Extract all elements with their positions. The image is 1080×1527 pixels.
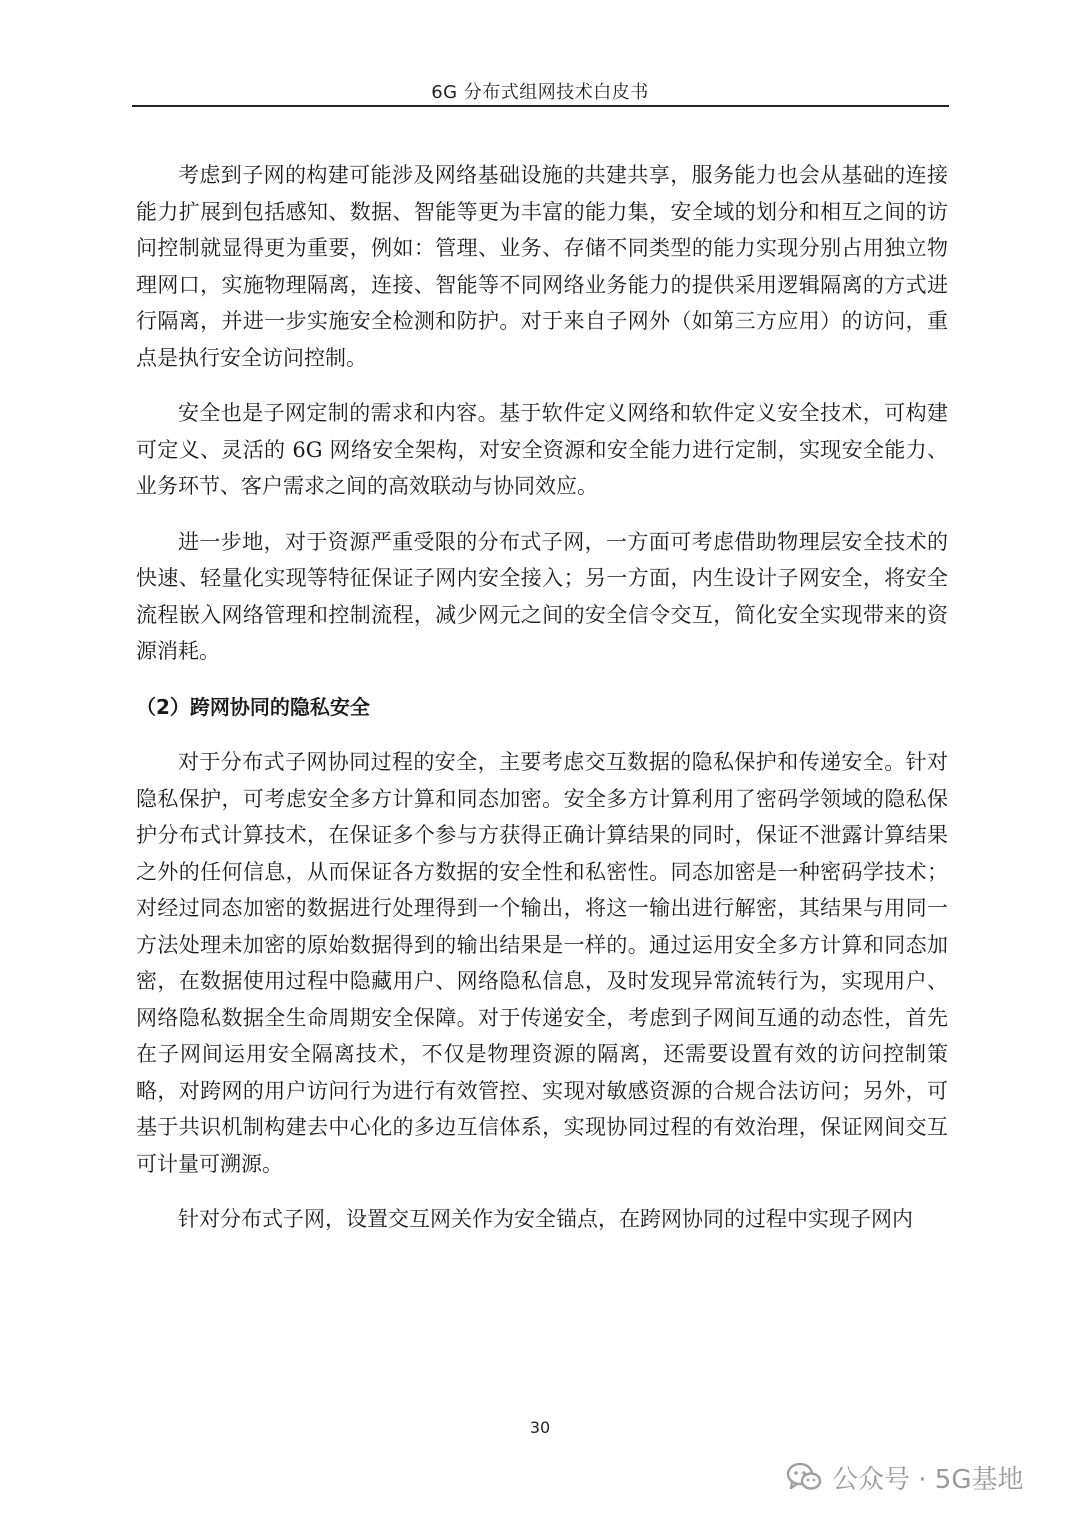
page-number: 30 (529, 1418, 551, 1437)
paragraph-cross-network-privacy: 对于分布式子网协同过程的安全，主要考虑交互数据的隐私保护和传递安全。针对隐私保护，可考虑安全多方计算和同态加密。安全多方计算利用了密码学领域的隐私保护分布式计算技术，在保证多个参与方获得正确计算结果的同时，保证不泄露计算结果之外的任何信息，从而保证各方数据的安全性和私密性。同态加密是一种密码学技术；对经过同态加密的数据进行处理得到一个输出，将这一输出进行解密，其结果与用同一方法处理未加密的原始数据得到的输出结果是一样的。通过运用安全多方计算和同态加密，在数据使用过程中隐藏用户、网络隐私信息，及时发现异常流转行为，实现用户、网络隐私数据全生命周期安全保障。对于传递安全，考虑到子网间互通的动态性，首先在子网间运用安全隔离技术，不仅是物理资源的隔离，还需要设置有效的访问控制策略，对跨网的用户访问行为进行有效管控、实现对敏感资源的合规合法访问；另外，可基于共识机制构建去中心化的多边互信体系，实现协同过程的有效治理，保证网间交互可计量可溯源。 (136, 750, 948, 1176)
paragraph-security-customization: 安全也是子网定制的需求和内容。基于软件定义网络和软件定义安全技术，可构建可定义、灵活的 6G 网络安全架构，对安全资源和安全能力进行定制，实现安全能力、业务环节、客户需求之间的高效联动与协同效应。 (136, 401, 948, 498)
wechat-icon (786, 1461, 822, 1493)
watermark-text: 公众号 · 5G基地 (832, 1464, 1024, 1495)
paragraph-resource-limited-security: 进一步地，对于资源严重受限的分布式子网，一方面可考虑借助物理层安全技术的快速、轻量化实现等特征保证子网内安全接入；另一方面，内生设计子网安全，将安全流程嵌入网络管理和控制流程，减少网元之间的安全信令交互，简化安全实现带来的资源消耗。 (136, 529, 948, 663)
header-divider (132, 105, 949, 107)
paragraph-subnet-access-control: 考虑到子网的构建可能涉及网络基础设施的共建共享，服务能力也会从基础的连接能力扩展到包括感知、数据、智能等更为丰富的能力集，安全域的划分和相互之间的访问控制就显得更为重要，例如：管理、业务、存储不同类型的能力实现分别占用独立物理网口，实施物理隔离，连接、智能等不同网络业务能力的提供采用逻辑隔离的方式进行隔离，并进一步实施安全检测和防护。对于来自子网外（如第三方应用）的访问，重点是执行安全访问控制。 (136, 163, 948, 370)
watermark (786, 1457, 1023, 1497)
document-body (136, 157, 948, 1257)
running-header-title: 6G 分布式组网技术白皮书 (431, 82, 649, 103)
section-heading: （2）跨网协同的隐私安全 (136, 694, 370, 719)
paragraph-gateway-anchor: 针对分布式子网，设置交互网关作为安全锚点，在跨网协同的过程中实现子网内 (178, 1207, 913, 1231)
